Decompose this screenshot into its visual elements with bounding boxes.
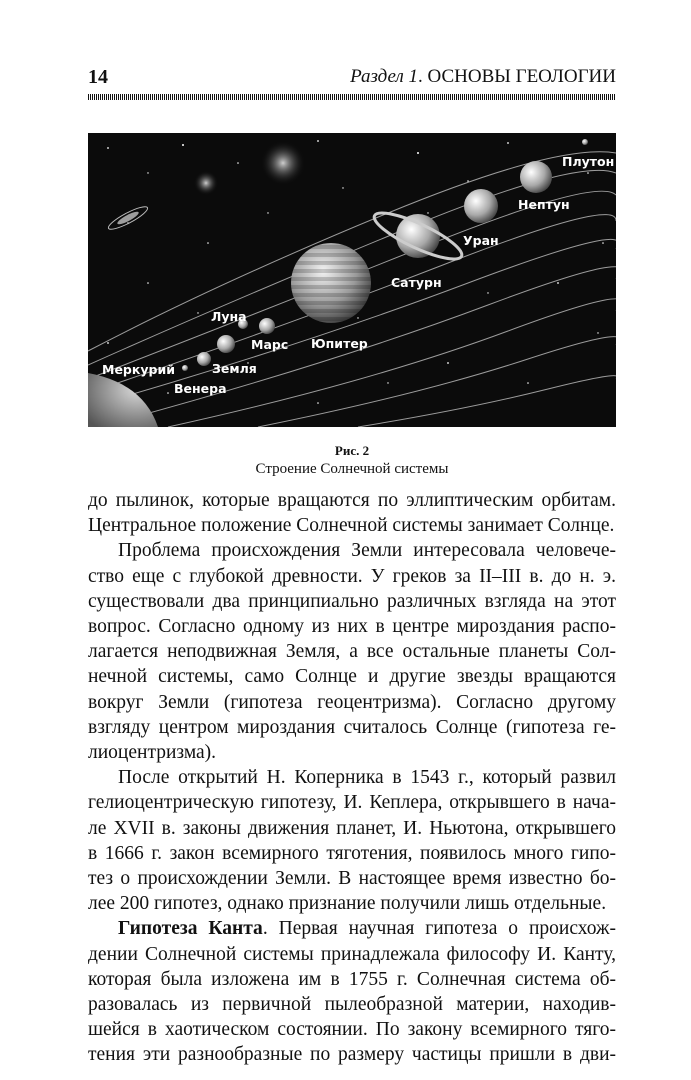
nebula-small: [194, 171, 218, 195]
neptune-planet: [520, 161, 552, 193]
text-line: дении Солнечной системы принадлежала философу И. Канту,: [88, 943, 616, 965]
label-uranus: Уран: [463, 233, 499, 248]
label-saturn: Сатурн: [391, 275, 442, 290]
header-rule: [88, 94, 616, 100]
text-line: лагается неподвижная Земля, а все остальные планеты Сол-: [88, 641, 616, 663]
text-line: разовалась из первичной пылеобразной материи, находив-: [88, 994, 616, 1016]
label-pluto: Плутон: [562, 154, 615, 169]
text-line: тения эти разнообразные по размеру частицы пришли в дви-: [88, 1044, 616, 1066]
text-run: . Первая научная гипотеза о происхож-: [262, 918, 616, 940]
label-neptune: Нептун: [518, 197, 570, 212]
text-line: ство еще с глубокой древности. У греков за II–III в. до н. э.: [88, 565, 616, 587]
nebula: [261, 141, 305, 185]
page-number: 14: [88, 66, 108, 88]
text-line: лее 200 гипотез, однако признание получили лишь отдельные.: [88, 893, 607, 915]
venus-planet: [197, 352, 211, 366]
text-line: лиоцентризма).: [88, 742, 217, 764]
label-jupiter: Юпитер: [311, 336, 368, 351]
figure-caption: [88, 442, 616, 478]
text-line: гелиоцентрическую гипотезу, И. Кеплера, открывшего в нача-: [88, 792, 616, 814]
text-line: существовали два принципиально различных взгляда на этот: [88, 590, 616, 612]
text-line: вопрос. Согласно одному из них в центре мироздания распо-: [88, 616, 616, 638]
solar-system-figure: [88, 133, 616, 427]
label-moon: Луна: [211, 309, 247, 324]
section-label: Раздел 1: [350, 66, 419, 87]
text-line: нечной системы, само Солнце и другие звезды вращаются: [88, 666, 616, 688]
text-line: до пылинок, которые вращаются по эллиптическим орбитам.: [88, 490, 616, 511]
solar-system-illustration: [88, 133, 616, 427]
label-mars: Марс: [251, 337, 289, 352]
page-header: [88, 66, 616, 90]
jupiter-planet: [291, 243, 371, 323]
mars-planet: [259, 318, 275, 334]
text-line: тез о происхождении Земли. В настоящее время известно бо-: [88, 868, 616, 890]
bold-term: Гипотеза Канта: [118, 918, 263, 940]
text-line: [88, 916, 616, 941]
figure-number: Рис. 2: [334, 443, 370, 458]
text-line: которая была изложена им в 1755 г. Солнечная система об-: [88, 968, 616, 990]
uranus-planet: [464, 189, 498, 223]
text-line: шейся в хаотическом состоянии. По закону всемирного тяго-: [88, 1019, 616, 1041]
body-text: [88, 488, 616, 1068]
figure-title: Строение Солнечной системы: [255, 461, 449, 477]
pluto-planet: [582, 139, 588, 145]
text-line: Центральное положение Солнечной системы занимает Солнце.: [88, 515, 615, 537]
section-title: . ОСНОВЫ ГЕОЛОГИИ: [418, 66, 616, 87]
text-line: После открытий Н. Коперника в 1543 г., который развил: [118, 767, 616, 789]
text-line: взгляду центром мироздания считалось Солнце (гипотеза ге-: [88, 716, 616, 738]
label-venus: Венера: [174, 381, 227, 396]
text-line: вокруг Земли (гипотеза геоцентризма). Согласно другому: [88, 691, 616, 713]
text-line: в 1666 г. закон всемирного тяготения, появилось много гипо-: [88, 842, 616, 864]
text-line: ле XVII в. законы движения планет, И. Ньютона, открывшего: [88, 817, 616, 839]
running-head: [350, 66, 616, 88]
mercury-planet: [182, 365, 188, 371]
text-line: Проблема происхождения Земли интересовала человече-: [118, 540, 616, 562]
label-mercury: Меркурий: [102, 362, 175, 377]
label-earth: Земля: [212, 361, 257, 376]
earth-planet: [217, 335, 235, 353]
